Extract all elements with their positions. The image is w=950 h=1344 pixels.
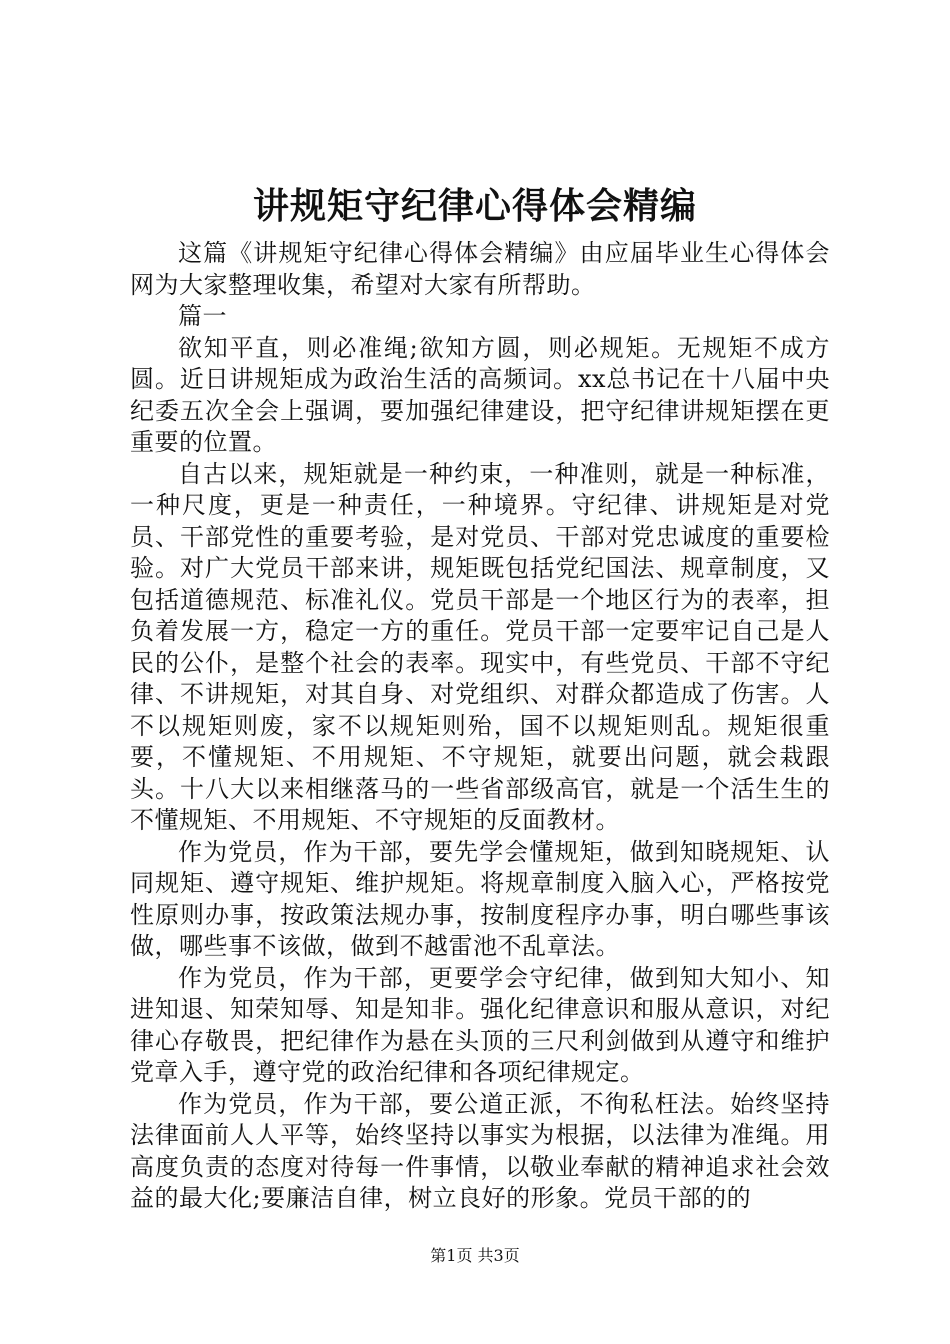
document-body [130,238,830,1215]
paragraph-5: 作为党员，作为干部，要公道正派，不徇私枉法。始终坚持法律面前人人平等，始终坚持以事实为根据，以法律为准绳。用高度负责的态度对待每一件事情，以敬业奉献的精神追求社会效益的最大化;要廉洁自律，树立良好的形象。党员干部的的 [130,1089,830,1212]
paragraph-3: 作为党员，作为干部，要先学会懂规矩，做到知晓规矩、认同规矩、遵守规矩、维护规矩。将规章制度入脑入心，严格按党性原则办事，按政策法规办事，按制度程序办事，明白哪些事该做，哪些事不该做，做到不越雷池不乱章法。 [130,837,830,960]
document-title: 讲规矩守纪律心得体会精编 [252,185,697,227]
paragraph-2: 自古以来，规矩就是一种约束，一种准则，就是一种标准，一种尺度，更是一种责任，一种境界。守纪律、讲规矩是对党员、干部党性的重要考验，是对党员、干部对党忠诚度的重要检验。对广大党员干部来讲，规矩既包括党纪国法、规章制度，又包括道德规范、标准礼仪。党员干部是一个地区行为的表率，担负着发展一方，稳定一方的重任。党员干部一定要牢记自己是人民的公仆，是整个社会的表率。现实中，有些党员、干部不守纪律、不讲规矩，对其自身、对党组织、对群众都造成了伤害。人不以规矩则废，家不以规矩则殆，国不以规矩则乱。规矩很重要，不懂规矩、不用规矩、不守规矩，就要出问题，就会栽跟头。十八大以来相继落马的一些省部级高官，就是一个活生生的不懂规矩、不用规矩、不守规矩的反面教材。 [130,459,830,834]
paragraph-intro: 这篇《讲规矩守纪律心得体会精编》由应届毕业生心得体会网为大家整理收集，希望对大家有所帮助。 [130,239,830,299]
paragraph-1: 欲知平直，则必准绳;欲知方圆，则必规矩。无规矩不成方圆。近日讲规矩成为政治生活的高频词。xx总书记在十八届中央纪委五次全会上强调，要加强纪律建设，把守纪律讲规矩摆在更重要的位置。 [130,333,830,456]
paragraph-section-heading: 篇一 [178,302,227,330]
paragraph-4: 作为党员，作为干部，更要学会守纪律，做到知大知小、知进知退、知荣知辱、知是知非。强化纪律意识和服从意识，对纪律心存敬畏，把纪律作为悬在头顶的三尺利剑做到从遵守和维护党章入手，遵守党的政治纪律和各项纪律规定。 [130,963,830,1086]
page-footer: 第1页 共3页 [430,1246,520,1265]
